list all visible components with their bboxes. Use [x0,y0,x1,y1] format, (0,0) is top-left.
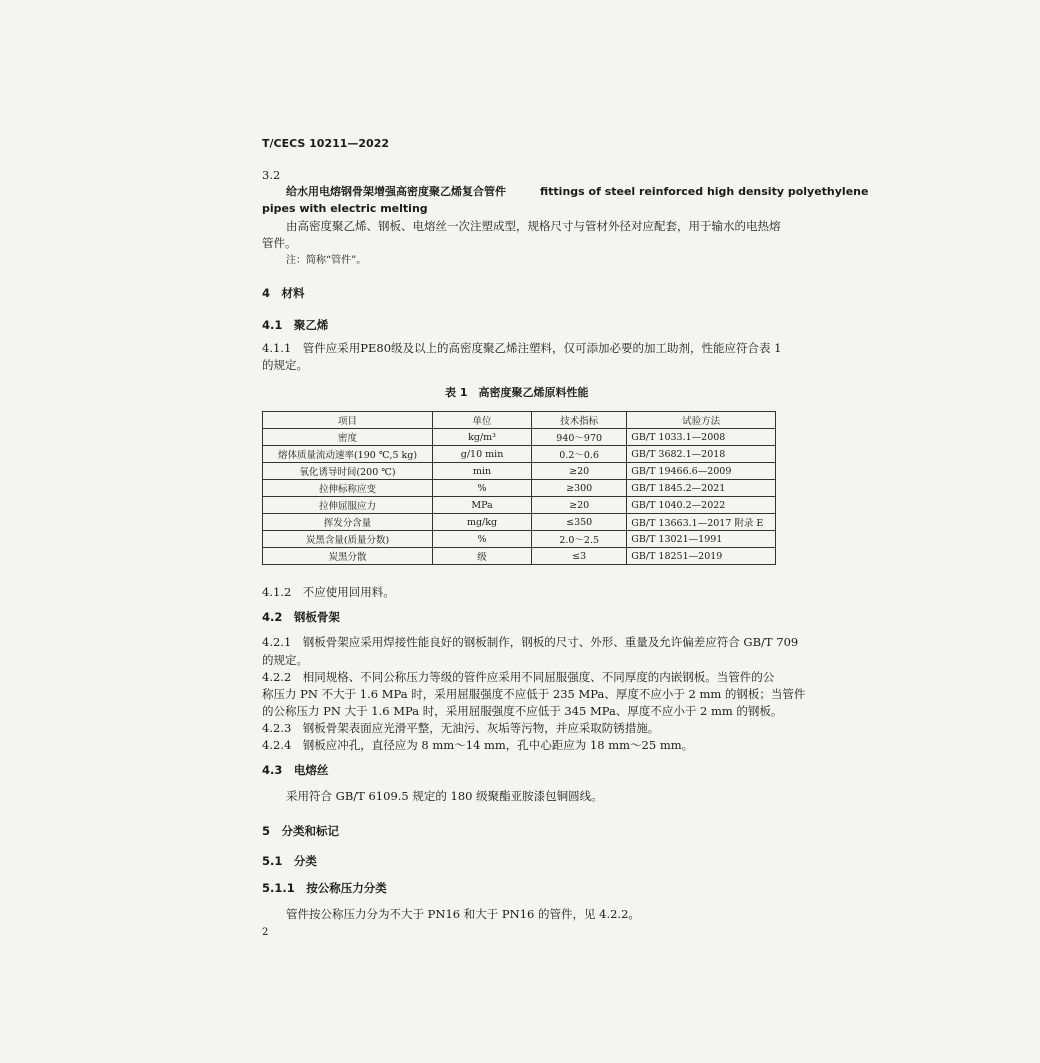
para-4-2-2-line3: 的公称压力 PN 大于 1.6 MPa 时，采用屈服强度不应低于 345 MPa、厚度不应小于 2 mm 的钢板。 [262,704,783,718]
table-cell: kg/m³ [433,429,532,446]
table-cell: GB/T 1845.2—2021 [627,480,776,497]
table-cell: 炭黑分散 [263,548,433,565]
table-row [263,548,776,565]
table-row [263,497,776,514]
header-cell: 试验方法 [627,412,776,429]
table-cell: min [433,463,532,480]
para-4-2-4: 4.2.4 钢板应冲孔，直径应为 8 mm～14 mm，孔中心距应为 18 mm～25 mm。 [262,738,694,752]
section-3-2-number: 3.2 [262,168,281,182]
table-cell: GB/T 1033.1—2008 [627,429,776,446]
table-cell: 炭黑含量(质量分数) [263,531,433,548]
table-row [263,429,776,446]
section-5-1-title: 5.1 分类 [262,854,317,868]
table-cell: g/10 min [433,446,532,463]
table-row [263,446,776,463]
para-5-1-1: 管件按公称压力分为不大于 PN16 和大于 PN16 的管件，见 4.2.2。 [286,907,640,921]
table-cell: ≥20 [532,497,627,514]
para-4-1-1-line1: 4.1.1 管件应采用PE80级及以上的高密度聚乙烯注塑料，仅可添加必要的加工助剂，性能应符合表 1 [262,341,782,355]
term-note: 注：简称“管件”。 [286,255,367,266]
page-number: 2 [262,927,269,938]
table-cell: 密度 [263,429,433,446]
section-4-title: 4 材料 [262,286,305,300]
para-4-2-3: 4.2.3 钢板骨架表面应光滑平整，无油污、灰垢等污物，并应采取防锈措施。 [262,721,660,735]
para-4-1-1-line2: 的规定。 [262,358,308,372]
header-cell: 技术指标 [532,412,627,429]
table-cell: 拉伸标称应变 [263,480,433,497]
section-4-2-title: 4.2 钢板骨架 [262,610,340,624]
section-5-title: 5 分类和标记 [262,824,340,838]
table-cell: GB/T 18251—2019 [627,548,776,565]
header-cell: 项目 [263,412,433,429]
table-cell: GB/T 1040.2—2022 [627,497,776,514]
table-row [263,514,776,531]
definition-line1: 由高密度聚乙烯、钢板、电熔丝一次注塑成型，规格尺寸与管材外径对应配套，用于输水的电热熔 [286,219,781,233]
para-4-1-2: 4.1.2 不应使用回用料。 [262,585,395,599]
table-cell: GB/T 13021—1991 [627,531,776,548]
table-cell: 0.2～0.6 [532,446,627,463]
section-5-1-1-title: 5.1.1 按公称压力分类 [262,881,387,895]
table-cell: 940～970 [532,429,627,446]
table-cell: 拉伸屈服应力 [263,497,433,514]
section-4-3-title: 4.3 电熔丝 [262,763,329,777]
table-cell: MPa [433,497,532,514]
standard-number: T/CECS 10211—2022 [262,137,390,150]
para-4-2-1-line2: 的规定。 [262,653,308,667]
table-cell: ≥300 [532,480,627,497]
table-cell: 氧化诱导时间(200 ℃) [263,463,433,480]
term-chinese: 给水用电熔钢骨架增强高密度聚乙烯复合管件 [286,185,506,198]
table-cell: GB/T 19466.6—2009 [627,463,776,480]
table-cell: % [433,480,532,497]
table-row [263,480,776,497]
para-4-2-2-line1: 4.2.2 相同规格、不同公称压力等级的管件应采用不同屈服强度、不同厚度的内嵌钢板。当管件的公 [262,670,775,684]
table-cell: mg/kg [433,514,532,531]
table-row [263,531,776,548]
table-cell: ≤350 [532,514,627,531]
table-cell: 2.0～2.5 [532,531,627,548]
table-cell: 级 [433,548,532,565]
material-properties-table [262,411,776,565]
definition-line2: 管件。 [262,236,297,250]
term-english-line2: pipes with electric melting [262,202,428,215]
table-cell: GB/T 3682.1—2018 [627,446,776,463]
table-row [263,463,776,480]
table-cell: 挥发分含量 [263,514,433,531]
table-caption: 表 1 高密度聚乙烯原料性能 [445,386,589,399]
table-header-row [263,412,776,429]
para-4-2-2-line2: 称压力 PN 不大于 1.6 MPa 时，采用屈服强度不应低于 235 MPa、厚度不应小于 2 mm 的钢板；当管件 [262,687,806,701]
table-cell: ≤3 [532,548,627,565]
table-cell: 熔体质量流动速率(190 ℃,5 kg) [263,446,433,463]
table-cell: ≥20 [532,463,627,480]
section-4-1-title: 4.1 聚乙烯 [262,318,329,332]
para-4-3: 采用符合 GB/T 6109.5 规定的 180 级聚酯亚胺漆包铜圆线。 [286,789,603,803]
term-english-line1: fittings of steel reinforced high density polyethylene [540,185,869,198]
table-cell: % [433,531,532,548]
para-4-2-1-line1: 4.2.1 钢板骨架应采用焊接性能良好的钢板制作，钢板的尺寸、外形、重量及允许偏差应符合 GB/T 709 [262,635,799,649]
table-cell: GB/T 13663.1—2017 附录 E [627,514,776,531]
header-cell: 单位 [433,412,532,429]
